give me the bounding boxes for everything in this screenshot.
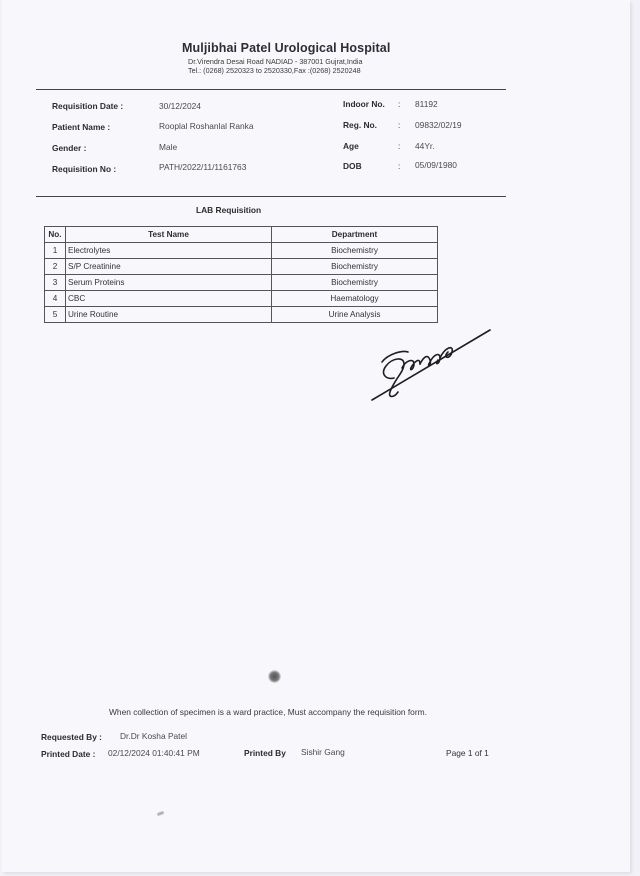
patient-name-label: Patient Name : xyxy=(52,122,111,132)
header-divider xyxy=(36,89,506,90)
lab-test-table xyxy=(44,226,438,323)
gender-label: Gender : xyxy=(52,143,87,153)
gender-value: Male xyxy=(159,142,178,152)
requested-by-label: Requested By : xyxy=(41,732,102,742)
requisition-date-value: 30/12/2024 xyxy=(159,101,201,111)
row-number: 1 xyxy=(45,243,66,259)
age-value: 44Yr. xyxy=(415,141,435,151)
table-row xyxy=(45,259,438,275)
requested-by-value: Dr.Dr Kosha Patel xyxy=(120,731,188,741)
dob-value: 05/09/1980 xyxy=(415,160,457,170)
test-name: Serum Proteins xyxy=(66,275,272,291)
department: Biochemistry xyxy=(272,259,438,275)
patient-name-value: Rooplal Roshanlal Ranka xyxy=(159,121,254,131)
ink-blot-icon xyxy=(268,670,281,683)
column-header-no: No. xyxy=(45,227,66,243)
row-number: 5 xyxy=(45,307,66,323)
indoor-no-colon: : xyxy=(398,99,401,109)
row-number: 4 xyxy=(45,291,66,307)
printed-by-label: Printed By xyxy=(244,748,286,758)
age-label: Age xyxy=(343,141,359,151)
department: Biochemistry xyxy=(272,243,438,259)
row-number: 3 xyxy=(45,275,66,291)
reg-no-colon: : xyxy=(398,120,401,130)
table-row xyxy=(45,243,438,259)
page-number: Page 1 of 1 xyxy=(446,748,489,758)
hospital-name: Muljibhai Patel Urological Hospital xyxy=(182,41,391,55)
department: Biochemistry xyxy=(272,275,438,291)
hospital-contact: Tel.: (0268) 2520323 to 2520330,Fax :(0268) 2520248 xyxy=(188,66,361,75)
test-name: Urine Routine xyxy=(66,307,272,323)
printed-by-value: Sishir Gang xyxy=(301,747,345,757)
table-row xyxy=(45,275,438,291)
indoor-no-value: 81192 xyxy=(415,99,438,109)
reg-no-label: Reg. No. xyxy=(343,120,377,130)
requisition-no-label: Requisition No : xyxy=(52,164,117,174)
requisition-date-label: Requisition Date : xyxy=(52,101,124,111)
dob-colon: : xyxy=(398,161,401,171)
department: Haematology xyxy=(272,291,438,307)
section-title: LAB Requisition xyxy=(196,205,262,215)
row-number: 2 xyxy=(45,259,66,275)
requisition-no-value: PATH/2022/11/1161763 xyxy=(159,162,247,172)
column-header-test-name: Test Name xyxy=(66,227,272,243)
patient-info-divider xyxy=(36,196,506,197)
column-header-department: Department xyxy=(272,227,438,243)
table-row xyxy=(45,291,438,307)
signature-icon xyxy=(364,322,496,404)
collection-note: When collection of specimen is a ward practice, Must accompany the requisition form. xyxy=(109,707,427,717)
test-name: S/P Creatinine xyxy=(66,259,272,275)
paper-speck xyxy=(157,811,165,816)
test-name: Electrolytes xyxy=(66,243,272,259)
table-header-row xyxy=(45,227,438,243)
printed-date-value: 02/12/2024 01:40:41 PM xyxy=(108,748,200,758)
requisition-page xyxy=(2,0,630,872)
printed-date-label: Printed Date : xyxy=(41,749,96,759)
hospital-address: Dr.Virendra Desai Road NADIAD - 387001 Gujrat,India xyxy=(188,57,363,66)
indoor-no-label: Indoor No. xyxy=(343,99,385,109)
dob-label: DOB xyxy=(343,161,362,171)
test-name: CBC xyxy=(66,291,272,307)
department: Urine Analysis xyxy=(272,307,438,323)
age-colon: : xyxy=(398,141,401,151)
table-row xyxy=(45,307,438,323)
reg-no-value: 09832/02/19 xyxy=(415,120,462,130)
